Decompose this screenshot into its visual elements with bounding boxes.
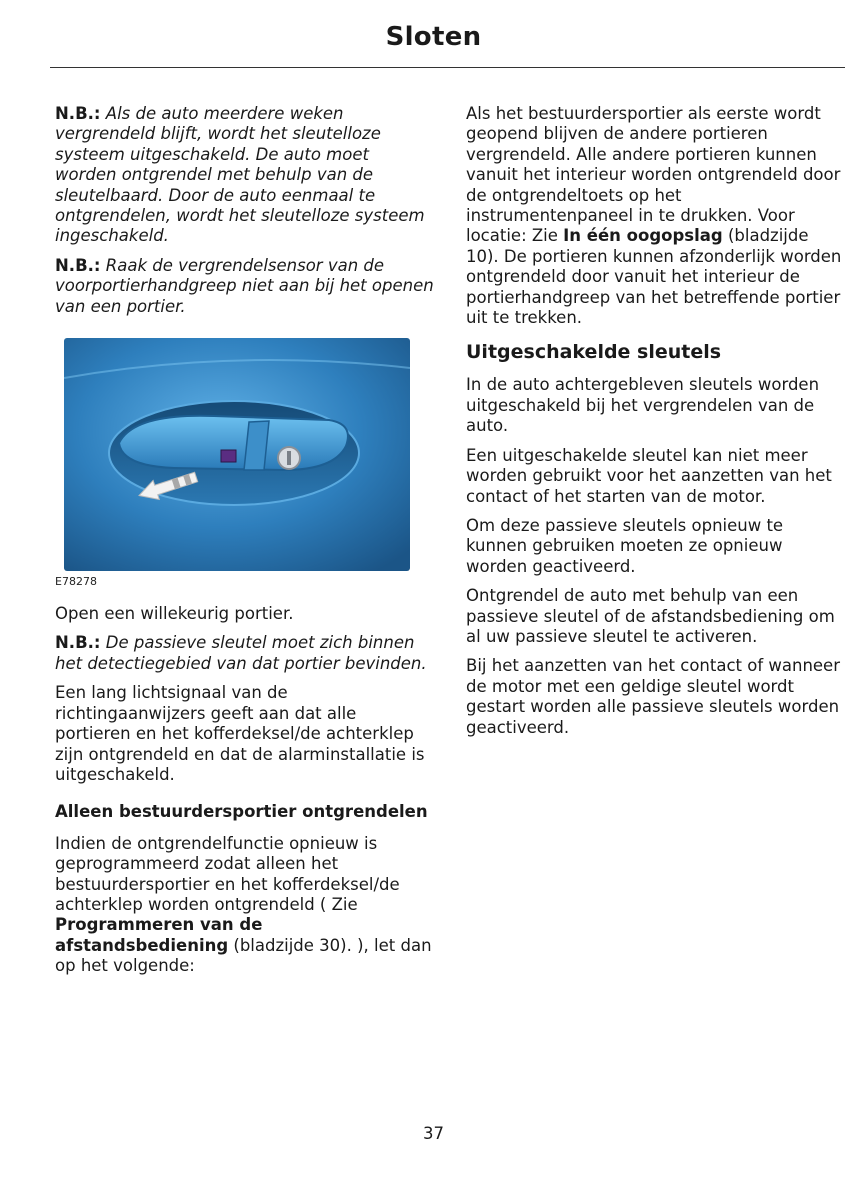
note-label: N.B.: — [55, 104, 101, 123]
header-divider — [50, 67, 845, 68]
cross-reference-link[interactable]: In één oogopslag — [563, 226, 723, 246]
paragraph: Open een willekeurig portier. — [55, 604, 294, 624]
note-3 — [55, 633, 435, 674]
paragraph: Bij het aanzetten van het contact of wanneer de motor met een geldige sleutel wordt gestart worden alle passieve sleutels worden geactiveerd. — [466, 656, 840, 737]
paragraph: In de auto achtergebleven sleutels worden uitgeschakeld bij het vergrendelen van de auto. — [466, 375, 820, 436]
text-span: (bladzijde 30). ), let dan op het volgende: — [55, 935, 432, 976]
note-2 — [55, 256, 435, 317]
text-span: (bladzijde 10). De portieren kunnen afzonderlijk worden ontgrendeld door vanuit het interieur de portierhandgreep van het betreffende portier uit te trekken. — [466, 226, 842, 328]
paragraph: Een uitgeschakelde sleutel kan niet meer worden gebruikt voor het aanzetten van het contact of het starten van de motor. — [466, 445, 832, 506]
left-column — [55, 104, 435, 986]
right-column — [466, 104, 846, 747]
page-number: 37 — [423, 1124, 444, 1143]
paragraph: Ontgrendel de auto met behulp van een passieve sleutel of de afstandsbediening om al uw passieve sleutel te activeren. — [466, 586, 835, 646]
note-label: N.B.: — [55, 633, 101, 653]
note-1 — [55, 104, 435, 247]
note-text: Raak de vergrendelsensor van de voorportierhandgreep niet aan bij het openen van een portier. — [55, 255, 434, 316]
note-text: Als de auto meerdere weken vergrendeld blijft, wordt het sleutelloze systeem uitgeschakeld. De auto moet worden ontgrendel met behulp van de sleutelbaard. Door de auto eenmaal te ontgrendelen, wordt het sleutelloze systeem ingeschakeld. — [55, 104, 425, 246]
paragraph: Een lang lichtsignaal van de richtingaanwijzers geeft aan dat alle portieren en het kofferdeksel/de achterklep zijn ontgrendeld en dat de alarminstallatie is uitgeschakeld. — [55, 683, 425, 784]
cross-reference-link[interactable]: Programmeren van de afstandsbediening — [55, 915, 263, 955]
figure-caption: E78278 — [55, 575, 97, 589]
section-heading: Uitgeschakelde sleutels — [466, 341, 722, 364]
page-title: Sloten — [385, 22, 482, 52]
note-text: De passieve sleutel moet zich binnen het detectiegebied van dat portier bevinden. — [55, 633, 427, 673]
paragraph: Om deze passieve sleutels opnieuw te kunnen gebruiken moeten ze opnieuw worden geactiveerd. — [466, 515, 784, 576]
paragraph — [466, 104, 846, 328]
paragraph — [55, 834, 435, 977]
subheading-driver-door: Alleen bestuurdersportier ontgrendelen — [55, 802, 428, 822]
note-label: N.B.: — [55, 255, 101, 275]
door-handle-illustration — [64, 338, 410, 571]
text-span: Als het bestuurdersportier als eerste wordt geopend blijven de andere portieren vergrendeld. Alle andere portieren kunnen vanuit het interieur worden ontgrendeld door de ontgrendeltoets op het instrumentenpaneel in te drukken. Voor locatie: Zie — [466, 104, 841, 246]
text-span: Indien de ontgrendelfunctie opnieuw is geprogrammeerd zodat alleen het bestuurdersportier en het kofferdeksel/de achterklep worden ontgrendeld ( Zie — [55, 833, 400, 914]
